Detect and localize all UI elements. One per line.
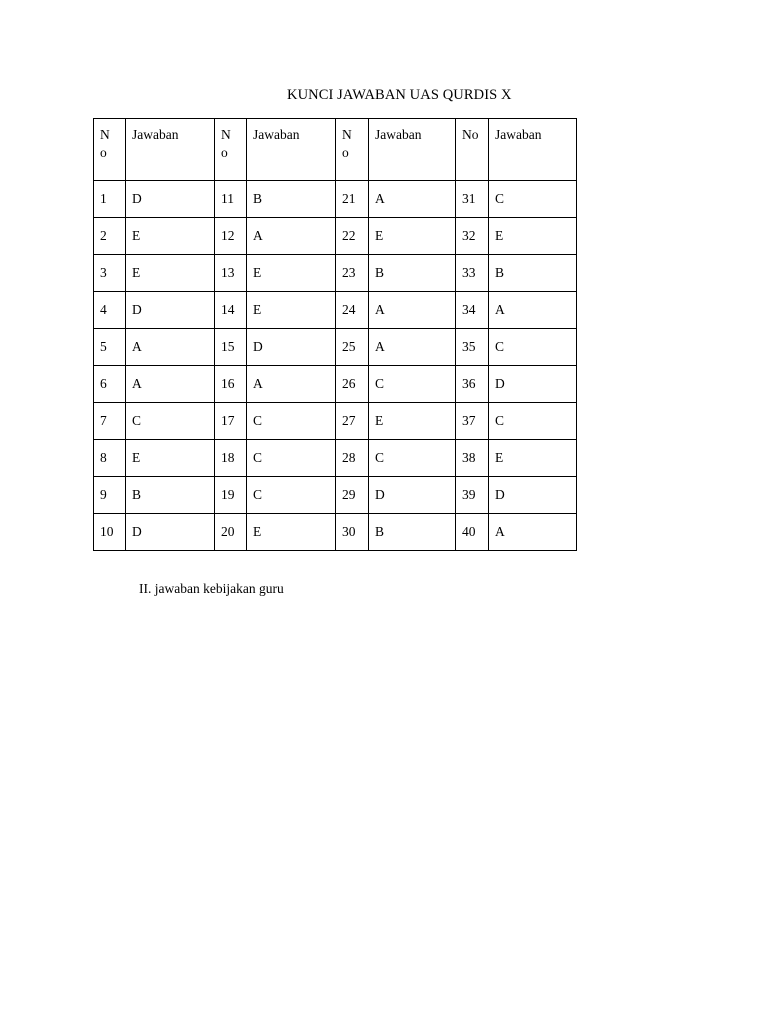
question-number-cell: 17	[215, 403, 247, 440]
question-number-cell: 38	[456, 440, 489, 477]
answer-cell: D	[247, 329, 336, 366]
question-number-cell: 31	[456, 181, 489, 218]
answer-cell: D	[369, 477, 456, 514]
answer-cell: C	[489, 181, 577, 218]
answer-cell: D	[126, 514, 215, 551]
answer-cell: A	[247, 366, 336, 403]
header-no: No	[94, 119, 126, 181]
question-number-cell: 23	[336, 255, 369, 292]
answer-cell: A	[247, 218, 336, 255]
answer-cell: A	[489, 514, 577, 551]
question-number-cell: 36	[456, 366, 489, 403]
question-number-cell: 32	[456, 218, 489, 255]
question-number-cell: 3	[94, 255, 126, 292]
table-row	[94, 366, 577, 403]
answer-cell: C	[369, 440, 456, 477]
answer-cell: D	[126, 292, 215, 329]
question-number-cell: 13	[215, 255, 247, 292]
answer-cell: C	[489, 403, 577, 440]
question-number-cell: 6	[94, 366, 126, 403]
answer-cell: B	[247, 181, 336, 218]
question-number-cell: 29	[336, 477, 369, 514]
table-row	[94, 329, 577, 366]
header-no: No	[456, 119, 489, 181]
answer-cell: A	[489, 292, 577, 329]
document-title: KUNCI JAWABAN UAS QURDIS X	[287, 87, 512, 103]
question-number-cell: 20	[215, 514, 247, 551]
answer-cell: C	[247, 440, 336, 477]
table-row	[94, 440, 577, 477]
question-number-cell: 19	[215, 477, 247, 514]
question-number-cell: 21	[336, 181, 369, 218]
question-number-cell: 35	[456, 329, 489, 366]
answer-cell: C	[247, 403, 336, 440]
section-note: II. jawaban kebijakan guru	[139, 581, 284, 596]
answer-key-table	[93, 118, 577, 551]
table-row	[94, 514, 577, 551]
question-number-cell: 8	[94, 440, 126, 477]
answer-cell: A	[369, 181, 456, 218]
header-answer: Jawaban	[489, 119, 577, 181]
question-number-cell: 30	[336, 514, 369, 551]
table-row	[94, 477, 577, 514]
header-answer: Jawaban	[369, 119, 456, 181]
header-no: No	[336, 119, 369, 181]
question-number-cell: 40	[456, 514, 489, 551]
question-number-cell: 27	[336, 403, 369, 440]
answer-cell: B	[126, 477, 215, 514]
question-number-cell: 24	[336, 292, 369, 329]
question-number-cell: 22	[336, 218, 369, 255]
question-number-cell: 26	[336, 366, 369, 403]
question-number-cell: 39	[456, 477, 489, 514]
answer-cell: B	[369, 514, 456, 551]
table-row	[94, 292, 577, 329]
answer-cell: E	[126, 255, 215, 292]
table-body	[94, 181, 577, 551]
answer-cell: E	[489, 440, 577, 477]
question-number-cell: 28	[336, 440, 369, 477]
answer-cell: E	[489, 218, 577, 255]
question-number-cell: 4	[94, 292, 126, 329]
answer-cell: E	[126, 440, 215, 477]
question-number-cell: 18	[215, 440, 247, 477]
answer-cell: B	[369, 255, 456, 292]
table-row	[94, 181, 577, 218]
answer-cell: E	[247, 255, 336, 292]
question-number-cell: 16	[215, 366, 247, 403]
question-number-cell: 33	[456, 255, 489, 292]
answer-cell: E	[369, 403, 456, 440]
question-number-cell: 12	[215, 218, 247, 255]
answer-cell: E	[247, 292, 336, 329]
question-number-cell: 15	[215, 329, 247, 366]
question-number-cell: 34	[456, 292, 489, 329]
question-number-cell: 2	[94, 218, 126, 255]
question-number-cell: 11	[215, 181, 247, 218]
table-row	[94, 403, 577, 440]
table-row	[94, 255, 577, 292]
answer-cell: A	[369, 329, 456, 366]
question-number-cell: 1	[94, 181, 126, 218]
answer-cell: E	[126, 218, 215, 255]
question-number-cell: 25	[336, 329, 369, 366]
answer-cell: D	[126, 181, 215, 218]
answer-cell: C	[247, 477, 336, 514]
answer-cell: A	[369, 292, 456, 329]
answer-cell: C	[489, 329, 577, 366]
answer-cell: C	[126, 403, 215, 440]
header-no: No	[215, 119, 247, 181]
answer-cell: D	[489, 366, 577, 403]
question-number-cell: 14	[215, 292, 247, 329]
question-number-cell: 10	[94, 514, 126, 551]
answer-cell: C	[369, 366, 456, 403]
header-answer: Jawaban	[247, 119, 336, 181]
table-row	[94, 218, 577, 255]
answer-cell: A	[126, 329, 215, 366]
question-number-cell: 5	[94, 329, 126, 366]
question-number-cell: 9	[94, 477, 126, 514]
answer-cell: E	[247, 514, 336, 551]
table-header-row	[94, 119, 577, 181]
question-number-cell: 37	[456, 403, 489, 440]
header-answer: Jawaban	[126, 119, 215, 181]
answer-cell: D	[489, 477, 577, 514]
question-number-cell: 7	[94, 403, 126, 440]
answer-cell: E	[369, 218, 456, 255]
answer-cell: A	[126, 366, 215, 403]
answer-cell: B	[489, 255, 577, 292]
